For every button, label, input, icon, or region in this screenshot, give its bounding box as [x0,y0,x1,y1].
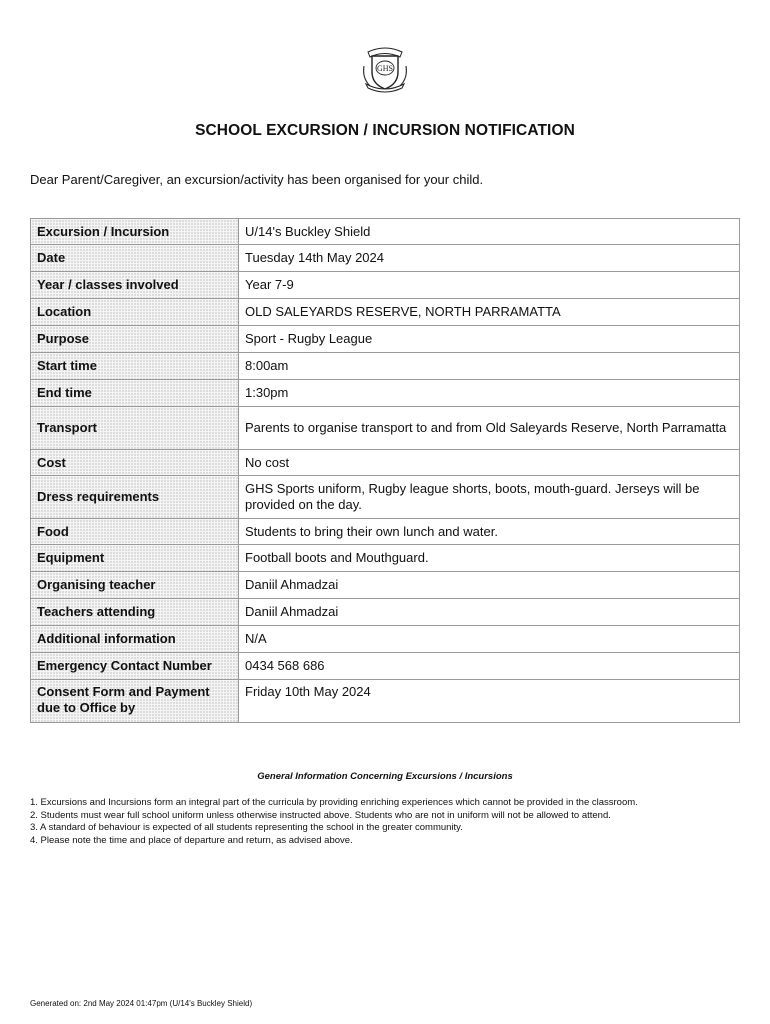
field-value: OLD SALEYARDS RESERVE, NORTH PARRAMATTA [239,299,740,326]
table-row [31,353,740,380]
list-item: 4. Please note the time and place of departure and return, as advised above. [30,834,353,846]
field-value: Sport - Rugby League [239,326,740,353]
field-value: Year 7-9 [239,272,740,299]
excursion-details-table [30,218,740,723]
table-row [31,476,740,519]
field-label: Excursion / Incursion [31,219,239,245]
table-row [31,626,740,653]
field-label: Purpose [31,326,239,353]
table-row [31,326,740,353]
general-info-list [30,797,745,847]
table-row [31,572,740,599]
field-value: Students to bring their own lunch and water. [239,519,740,545]
field-label: Date [31,245,239,272]
field-value: Daniil Ahmadzai [239,572,740,599]
field-label: Organising teacher [31,572,239,599]
field-label: Start time [31,353,239,380]
list-item: 1. Excursions and Incursions form an integral part of the curricula by providing enriching experiences which cannot be provided in the classroom. [30,797,638,808]
table-row [31,299,740,326]
school-crest-logo [358,44,412,94]
field-label: Emergency Contact Number [31,653,239,680]
table-row [31,519,740,545]
table-row [31,450,740,476]
field-value: Parents to organise transport to and from Old Saleyards Reserve, North Parramatta [239,407,740,450]
intro-text: Dear Parent/Caregiver, an excursion/activity has been organised for your child. [30,172,484,187]
table-row [31,545,740,572]
field-value: Friday 10th May 2024 [239,680,740,723]
table-row [31,599,740,626]
field-label: Food [31,519,239,545]
generated-footer: Generated on: 2nd May 2024 01:47pm (U/14's Buckley Shield) [30,999,253,1008]
field-label: Year / classes involved [31,272,239,299]
field-value: 0434 568 686 [239,653,740,680]
field-label: Teachers attending [31,599,239,626]
table-row [31,219,740,245]
field-value: Football boots and Mouthguard. [239,545,740,572]
field-value: U/14's Buckley Shield [239,219,740,245]
field-label: Additional information [31,626,239,653]
crest-lettering: GHS [376,64,394,73]
list-item: 3. A standard of behaviour is expected of all students representing the school in the greater community. [30,822,463,834]
field-value: No cost [239,450,740,476]
field-value: 8:00am [239,353,740,380]
field-value: Tuesday 14th May 2024 [239,245,740,272]
field-label: Consent Form and Payment due to Office by [31,680,239,723]
page-title: SCHOOL EXCURSION / INCURSION NOTIFICATION [195,122,575,139]
table-row [31,680,740,723]
table-row [31,653,740,680]
field-value: GHS Sports uniform, Rugby league shorts, boots, mouth-guard. Jerseys will be provided on the day. [239,476,740,519]
table-row [31,407,740,450]
table-row [31,380,740,407]
general-info-title: General Information Concerning Excursions / Incursions [257,771,513,782]
field-value: 1:30pm [239,380,740,407]
field-label: Transport [31,407,239,450]
field-label: Location [31,299,239,326]
field-label: Dress requirements [31,476,239,519]
field-label: Equipment [31,545,239,572]
field-value: N/A [239,626,740,653]
field-label: End time [31,380,239,407]
field-value: Daniil Ahmadzai [239,599,740,626]
list-item: 2. Students must wear full school uniform unless otherwise instructed above. Students who are not in uniform will not be allowed to attend. [30,809,611,821]
field-label: Cost [31,450,239,476]
table-row [31,245,740,272]
table-row [31,272,740,299]
